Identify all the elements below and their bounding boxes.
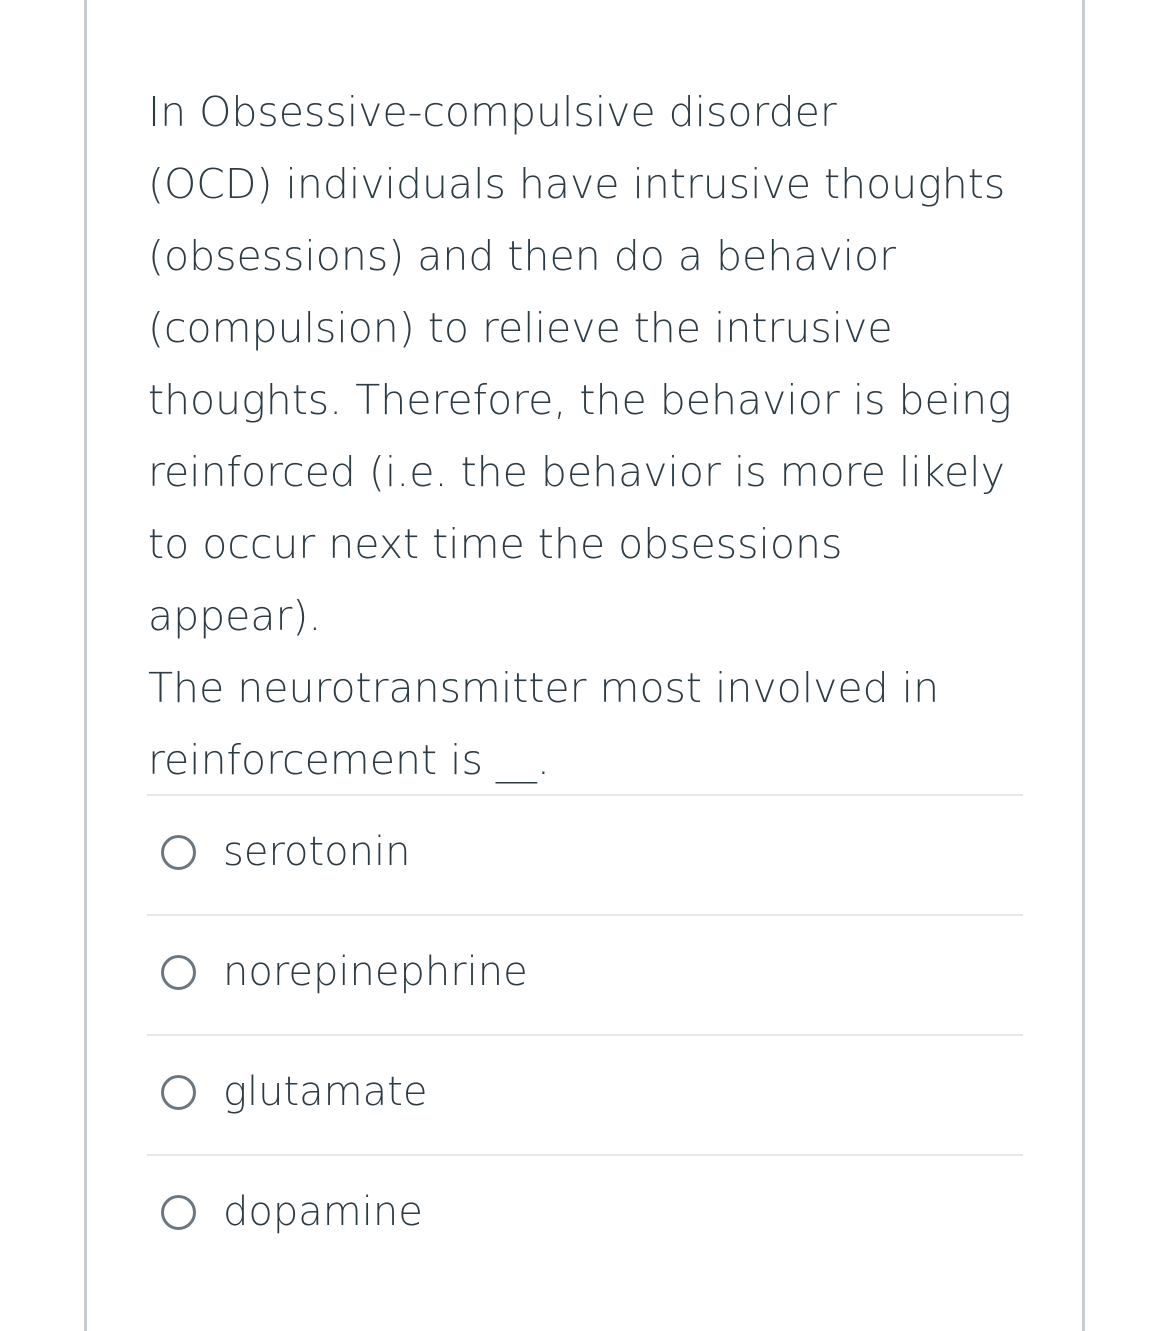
- answer-label[interactable]: serotonin: [223, 829, 411, 875]
- answer-option-glutamate[interactable]: [147, 1034, 1023, 1154]
- content-frame-left-border: [84, 0, 87, 1331]
- answer-label[interactable]: norepinephrine: [223, 949, 528, 995]
- radio-button-icon[interactable]: [161, 955, 196, 990]
- content-frame-right-border: [1082, 0, 1085, 1331]
- answer-option-serotonin[interactable]: [147, 794, 1023, 914]
- answer-label[interactable]: glutamate: [223, 1069, 428, 1115]
- question-text: In Obsessive-compulsive disorder (OCD) individuals have intrusive thoughts (obsessions) and then do a behavior (compulsion) to relieve the intrusive thoughts. Therefore, the behavior is being reinforced (i.e. the behavior is more likely to occur next time the obsessions appear). The neurotransmitter most involved in reinforcement is __.: [148, 88, 1012, 784]
- radio-button-icon[interactable]: [161, 835, 196, 870]
- scrollbar-track[interactable]: [1150, 0, 1170, 1331]
- answer-label[interactable]: dopamine: [223, 1189, 423, 1235]
- radio-button-icon[interactable]: [161, 1075, 196, 1110]
- answer-option-norepinephrine[interactable]: [147, 914, 1023, 1034]
- answer-option-dopamine[interactable]: [147, 1154, 1023, 1274]
- radio-button-icon[interactable]: [161, 1195, 196, 1230]
- answer-list: [147, 794, 1023, 1274]
